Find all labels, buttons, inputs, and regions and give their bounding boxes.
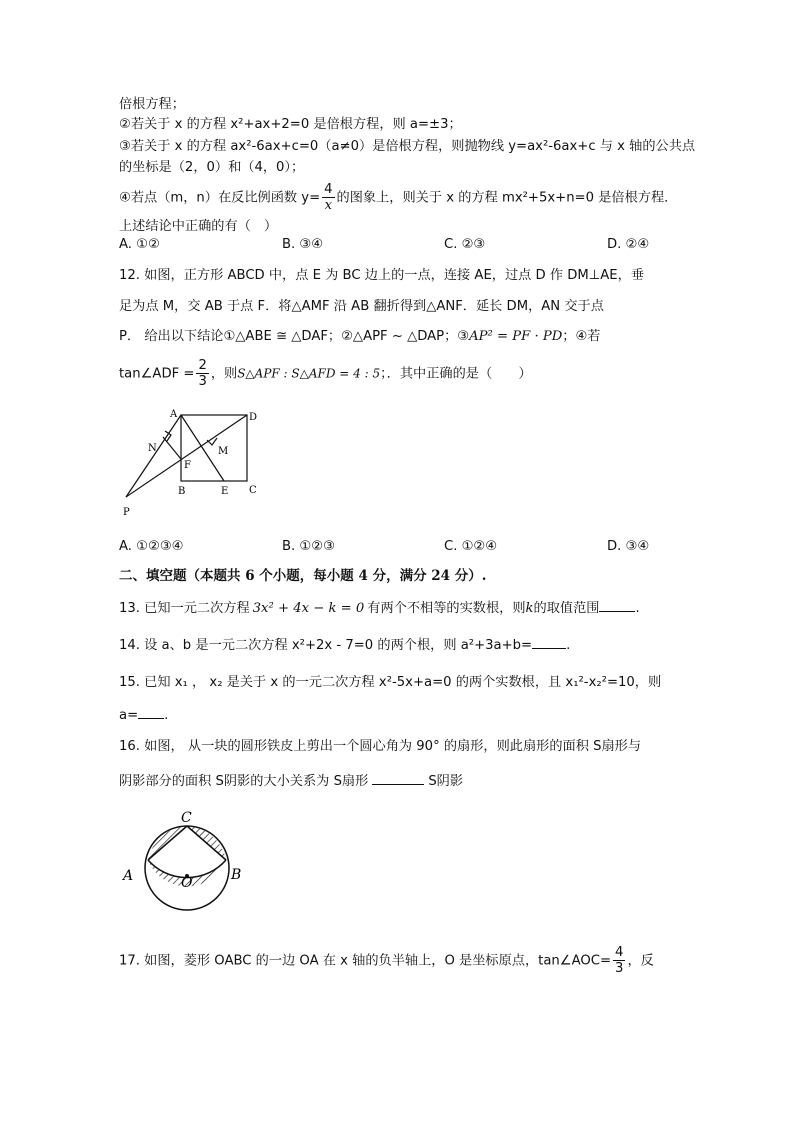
- fraction-numerator: 4: [324, 182, 333, 197]
- square-abcd: [181, 415, 247, 481]
- q16-line1: 16. 如图， 从一块的圆形铁皮上剪出一个圆心角为 90° 的扇形，则此扇形的面积 S扇形与: [119, 739, 642, 754]
- right-angle-n: [165, 431, 171, 441]
- q12-l4-formula: S△APF : S△AFD = 4 : 5: [237, 366, 381, 381]
- q16-answer-blank[interactable]: [372, 772, 424, 785]
- q12-line4: [119, 358, 532, 389]
- q14-answer-blank[interactable]: [532, 636, 566, 649]
- q12-line1: 12. 如图，正方形 ABCD 中，点 E 为 BC 边上的一点，连接 AE，过点 D 作 DM⊥AE，垂: [119, 268, 645, 283]
- q15-l2-text: a=: [119, 708, 139, 723]
- q11-statement-2: ②若关于 x 的方程 x²+ax+2=0 是倍根方程，则 a=±3；: [119, 117, 462, 132]
- label-n: N: [148, 443, 157, 454]
- label-f: F: [184, 460, 191, 471]
- q14-text: 14. 设 a、b 是一元二次方程 x²+2x - 7=0 的两个根，则 a²+3a+b=: [119, 638, 533, 653]
- q15-answer-blank[interactable]: [138, 706, 164, 719]
- q16-circle-figure: [118, 804, 250, 920]
- label-p: P: [123, 507, 130, 518]
- q16-line2: [119, 772, 463, 792]
- section2-heading: 二、填空题（本题共 6 个小题，每小题 4 分，满分 24 分）.: [119, 568, 487, 584]
- q13-text-a: 13. 已知一元二次方程: [119, 601, 250, 616]
- q12-tan-fraction: [196, 358, 208, 389]
- label-m: M: [218, 446, 229, 457]
- label-a: A: [123, 868, 134, 884]
- q13-text-d: .: [635, 601, 640, 616]
- q14-line: [119, 636, 570, 656]
- q13-formula: 3x² + 4x − k = 0: [252, 601, 365, 616]
- q11-option-d: D. ②④: [607, 237, 650, 252]
- q11-option-a: A. ①②: [119, 237, 160, 252]
- q12-l4-text-a: tan∠ADF =: [119, 366, 195, 382]
- label-d: D: [249, 412, 258, 423]
- q12-line2: 足为点 M，交 AB 于点 F．将△AMF 沿 AB 翻折得到△ANF．延长 DM，AN 交于点: [119, 299, 604, 314]
- q11-s4-text-a: ④若点（m，n）在反比例函数 y=: [119, 190, 321, 206]
- q17-text-b: ，反: [627, 953, 654, 969]
- q15-line2: [119, 706, 168, 726]
- label-c: C: [181, 810, 192, 826]
- q11-continuation-line: 倍根方程；: [119, 97, 185, 112]
- q16-l2-text-b: S阴影: [428, 774, 464, 789]
- label-e: E: [221, 486, 229, 497]
- fraction-denominator: 3: [615, 961, 624, 976]
- q11-option-b: B. ③④: [282, 237, 324, 252]
- q13-text-b: 有两个不相等的实数根，则: [367, 601, 526, 616]
- fraction-numerator: 2: [198, 358, 207, 373]
- q11-s4-text-b: 的图象上，则关于 x 的方程 mx²+5x+n=0 是倍根方程．: [336, 190, 678, 206]
- q12-line3: [119, 327, 601, 347]
- q11-statement-3-line1: ③若关于 x 的方程 ax²-6ax+c=0（a≠0）是倍根方程，则抛物线 y=ax²-6ax+c 与 x 轴的公共点: [119, 139, 696, 154]
- q12-option-b: B. ①②③: [282, 539, 335, 554]
- q17-tan-fraction: [613, 945, 625, 976]
- q13-k: k: [525, 601, 534, 616]
- q13-answer-blank[interactable]: [599, 599, 635, 612]
- label-a: A: [170, 409, 178, 420]
- fraction-denominator: 3: [198, 374, 207, 389]
- segment-fn: [163, 437, 181, 459]
- q17-text-a: 17. 如图，菱形 OABC 的一边 OA 在 x 轴的负半轴上，O 是坐标原点，tan∠AOC=: [119, 953, 612, 969]
- q15-l2-end: .: [164, 708, 169, 723]
- q11-s4-fraction: [322, 182, 334, 213]
- q11-statement-3-line2: 的坐标是（2，0）和（4，0）；: [119, 160, 305, 175]
- q12-square-figure: [115, 405, 275, 520]
- label-b: B: [178, 486, 186, 497]
- q12-l3-text-b: ；④若: [562, 329, 601, 344]
- q12-l3-text-a: P． 给出以下结论①△ABE ≅ △DAF；②△APF ~ △DAP；③: [119, 329, 470, 344]
- fraction-numerator: 4: [615, 945, 624, 960]
- segment-ap: [126, 415, 181, 497]
- label-o: O: [181, 875, 193, 891]
- segment-dp: [126, 415, 247, 497]
- q14-end: .: [566, 638, 571, 653]
- label-c: C: [249, 485, 257, 496]
- q12-l3-formula: AP² = PF · PD: [469, 329, 563, 344]
- q12-l4-text-c: ；．其中正确的是（ ）: [380, 366, 532, 382]
- q11-statement-4: [119, 182, 677, 213]
- q15-line1: 15. 已知 x₁ ， x₂ 是关于 x 的一元二次方程 x²-5x+a=0 的两个实数根，且 x₁²-x₂²=10，则: [119, 675, 662, 690]
- q12-option-a: A. ①②③④: [119, 539, 184, 554]
- q17-line: [119, 945, 654, 976]
- label-b: B: [231, 867, 242, 883]
- q12-option-c: C. ①②④: [444, 539, 498, 554]
- q12-option-d: D. ③④: [607, 539, 650, 554]
- q12-l4-text-b: ，则: [210, 366, 238, 382]
- q11-prompt: 上述结论中正确的有（ ）: [119, 219, 278, 234]
- q13-line: [119, 599, 640, 619]
- q16-l2-text-a: 阴影部分的面积 S阴影的大小关系为 S扇形: [119, 774, 369, 789]
- fraction-denominator: x: [324, 198, 333, 213]
- q11-option-c: C. ②③: [444, 237, 486, 252]
- q13-text-c: 的取值范围: [533, 601, 600, 616]
